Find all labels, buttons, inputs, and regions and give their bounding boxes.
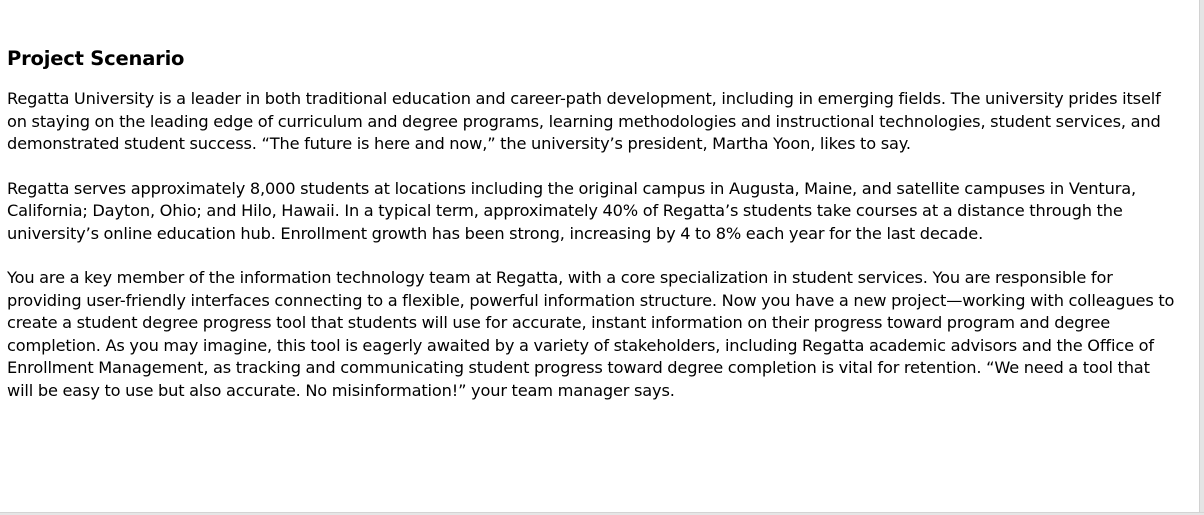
paragraph-project: You are a key member of the information technology team at Regatta, with a core specialization in student services. You are responsible for providing user-friendly interfaces connecting to a flexible, powerful information structure. Now you have a new project—working with colleagues to create a student degree progress tool that students will use for accurate, instant information on their progress toward program and degree completion. As you may imagine, this tool is eagerly awaited by a variety of stakeholders, including Regatta academic advisors and the Office of Enrollment Management, as tracking and communicating student progress toward degree completion is vital for retention. “We need a tool that will be easy to use but also accurate. No misinformation!” your team manager says. — [7, 268, 1175, 400]
section-title: Project Scenario — [7, 47, 185, 70]
paragraph-intro: Regatta University is a leader in both traditional education and career-path development, including in emerging fields. The university prides itself on staying on the leading edge of curriculum and degree programs, learning methodologies and instructional technologies, student services, and demonstrated student success. “The future is here and now,” the university’s president, Martha Yoon, likes to say. — [7, 89, 1161, 153]
document-content — [7, 46, 1179, 402]
window-right-edge — [1199, 0, 1204, 515]
paragraph-locations: Regatta serves approximately 8,000 students at locations including the original campus in Augusta, Maine, and satellite campuses in Ventura, California; Dayton, Ohio; and Hilo, Hawaii. In a typical term, approximately 40% of Regatta’s students take courses at a distance through the university’s online education hub. Enrollment growth has been strong, increasing by 4 to 8% each year for the last decade. — [7, 178, 1136, 243]
